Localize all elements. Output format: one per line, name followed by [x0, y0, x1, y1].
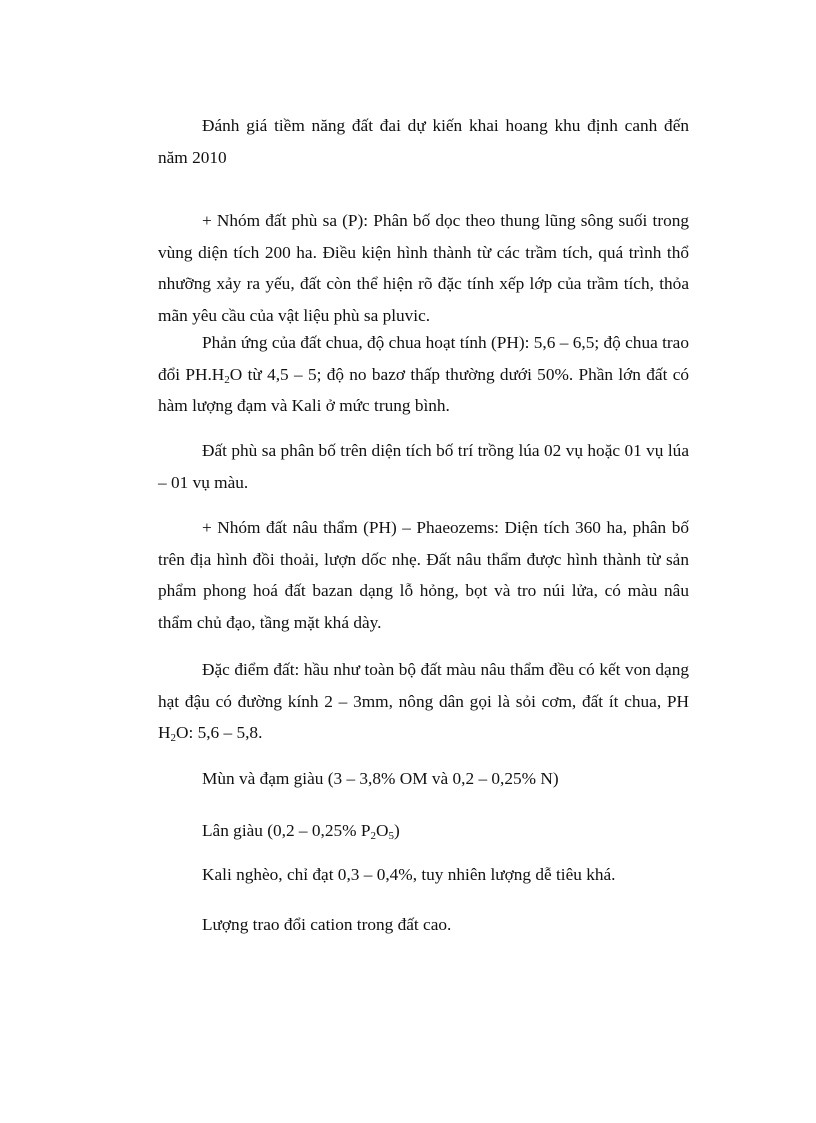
- subscript-2: 2: [370, 830, 376, 842]
- alluvial-distribution-paragraph: [158, 435, 689, 498]
- soil-features-text-b: O: 5,6 – 5,8.: [175, 723, 263, 742]
- cation-line: [202, 909, 451, 941]
- phosphorus-text-a: Lân giàu (0,2 – 0,25% P: [202, 821, 371, 840]
- subscript-5: 5: [388, 830, 394, 842]
- humus-text: Mùn và đạm giàu (3 – 3,8% OM và 0,2 – 0,25% N): [202, 769, 559, 788]
- soil-reaction-text-b: O từ 4,5 – 5; độ no bazơ thấp thường dưới 50%. Phần lớn đất có hàm lượng đạm và Kali ở mức trung bình.: [158, 364, 690, 415]
- soil-reaction-text-a: Phản ứng của đất chua, độ chua hoạt tính (PH): 5,6 – 6,5; độ chua trao đổi PH.H: [158, 333, 689, 384]
- potassium-text: Kali nghèo, chỉ đạt 0,3 – 0,4%, tuy nhiên lượng dễ tiêu khá.: [202, 865, 616, 884]
- heading-text: Đánh giá tiềm năng đất đai dự kiến khai hoang khu định canh đến năm 2010: [158, 116, 689, 167]
- soil-reaction-paragraph: [158, 327, 689, 422]
- cation-text: Lượng trao đổi cation trong đất cao.: [202, 915, 452, 934]
- humus-line: [202, 763, 559, 795]
- soil-features-paragraph: [158, 654, 689, 749]
- brown-soil-group-text: + Nhóm đất nâu thẩm (PH) – Phaeozems: Diện tích 360 ha, phân bố trên địa hình đồi thoải, lượn dốc nhẹ. Đất nâu thẩm được hình thành từ sản phẩm phong hoá đất bazan dạng lỗ hỏng, bọt và tro núi lửa, có màu nâu thẩm chủ đạo, tầng mặt khá dày.: [158, 518, 689, 632]
- document-heading-paragraph: [158, 110, 689, 173]
- soil-features-text-a: Đặc điểm đất: hầu như toàn bộ đất màu nâu thẩm đều có kết von dạng hạt đậu có đường kính 2 – 3mm, nông dân gọi là sỏi cơm, đất ít chua, PH H: [158, 660, 689, 742]
- phosphorus-line: [202, 815, 400, 847]
- alluvial-group-paragraph: [158, 205, 689, 331]
- subscript-2: 2: [170, 732, 176, 744]
- alluvial-group-text: + Nhóm đất phù sa (P): Phân bố dọc theo thung lũng sông suối trong vùng diện tích 200 ha. Điều kiện hình thành từ các trầm tích, quá trình thổ nhưỡng xảy ra yếu, đất còn thể hiện rõ đặc tính xếp lớp của trầm tích, thỏa mãn yêu cầu của vật liệu phù sa pluvic.: [158, 211, 689, 325]
- potassium-line: [202, 859, 616, 891]
- subscript-2: 2: [224, 373, 230, 386]
- phosphorus-text-b: ): [393, 821, 400, 840]
- brown-soil-group-paragraph: [158, 512, 689, 638]
- alluvial-distribution-text: Đất phù sa phân bố trên diện tích bố trí trồng lúa 02 vụ hoặc 01 vụ lúa – 01 vụ màu.: [158, 441, 689, 492]
- phosphorus-text-o: O: [375, 821, 389, 840]
